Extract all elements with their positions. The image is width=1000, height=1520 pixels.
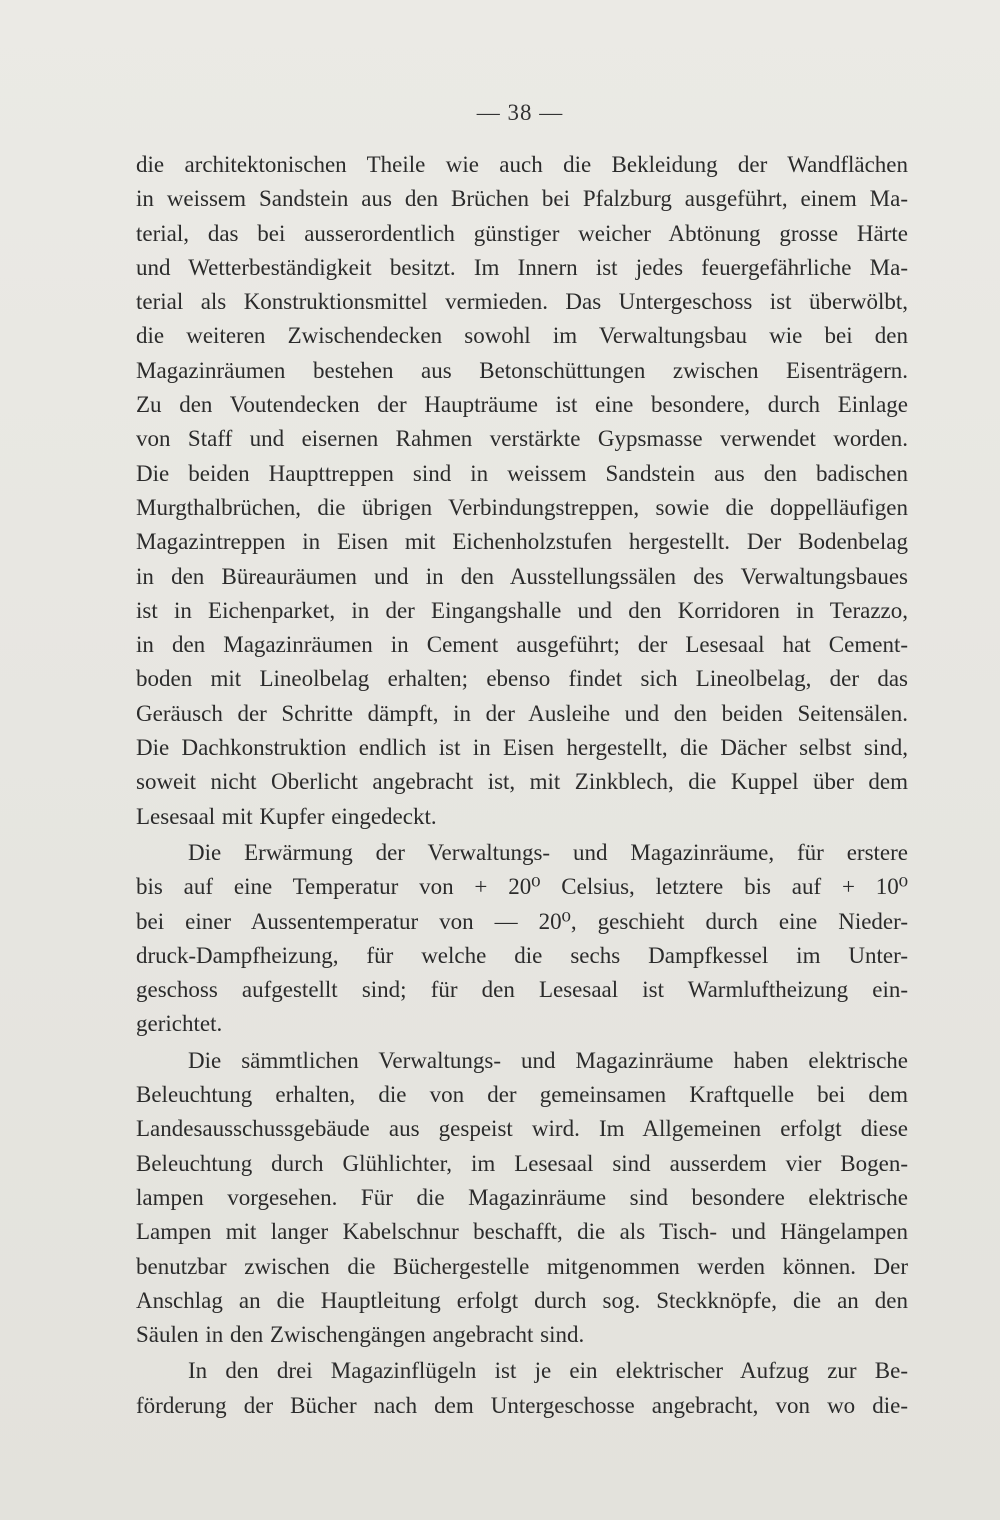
text-line: In den drei Magazinflügeln ist je ein elektrischer Aufzug zur Be- xyxy=(188,1358,908,1384)
text-line: und Wetterbeständigkeit besitzt. Im Innern ist jedes feuergefährliche Ma- xyxy=(136,254,908,280)
text-line: bis auf eine Temperatur von + 20⁰ Celsius, letztere bis auf + 10⁰ xyxy=(136,874,908,900)
text-line: Die Dachkonstruktion endlich ist in Eisen hergestellt, die Dächer selbst sind, xyxy=(136,735,908,761)
text-line: in weissem Sandstein aus den Brüchen bei Pfalzburg ausgeführt, einem Ma- xyxy=(136,186,908,212)
text-line: soweit nicht Oberlicht angebracht ist, mit Zinkblech, die Kuppel über dem xyxy=(136,769,908,795)
text-line: Lesesaal mit Kupfer eingedeckt. xyxy=(136,803,437,829)
text-line: ist in Eichenparket, in der Eingangshalle und den Korridoren in Terazzo, xyxy=(136,597,908,623)
paragraph xyxy=(136,1044,908,1353)
text-line: Säulen in den Zwischengängen angebracht sind. xyxy=(136,1322,585,1348)
text-line: bei einer Aussentemperatur von — 20⁰, geschieht durch eine Nieder- xyxy=(136,908,908,934)
paragraph xyxy=(136,148,908,834)
text-line: Murgthalbrüchen, die übrigen Verbindungstreppen, sowie die doppelläufigen xyxy=(136,494,908,520)
text-line: lampen vorgesehen. Für die Magazinräume sind besondere elektrische xyxy=(136,1184,908,1210)
text-line: Anschlag an die Hauptleitung erfolgt durch sog. Steckknöpfe, die an den xyxy=(136,1287,908,1313)
text-line: von Staff und eisernen Rahmen verstärkte Gypsmasse verwendet worden. xyxy=(136,426,908,452)
paragraph xyxy=(136,836,908,1042)
text-line: Die beiden Haupttreppen sind in weissem Sandstein aus den badischen xyxy=(136,460,908,486)
text-line: in den Büreauräumen und in den Ausstellungssälen des Verwaltungsbaues xyxy=(136,563,908,589)
page-number: — 38 — xyxy=(476,100,564,125)
text-line: Beleuchtung durch Glühlichter, im Lesesaal sind ausserdem vier Bogen- xyxy=(136,1150,908,1176)
text-line: Geräusch der Schritte dämpft, in der Ausleihe und den beiden Seitensälen. xyxy=(136,700,908,726)
text-line: Zu den Voutendecken der Haupträume ist eine besondere, durch Einlage xyxy=(136,392,908,418)
text-line: gerichtet. xyxy=(136,1011,223,1037)
page-text xyxy=(136,148,908,1423)
text-line: Beleuchtung erhalten, die von der gemeinsamen Kraftquelle bei dem xyxy=(136,1082,908,1108)
text-line: benutzbar zwischen die Büchergestelle mitgenommen werden können. Der xyxy=(136,1253,908,1279)
text-line: Die sämmtlichen Verwaltungs- und Magazinräume haben elektrische xyxy=(188,1047,908,1073)
text-line: terial als Konstruktionsmittel vermieden. Das Untergeschoss ist überwölbt, xyxy=(136,289,908,315)
text-line: Magazintreppen in Eisen mit Eichenholzstufen hergestellt. Der Bodenbelag xyxy=(136,529,908,555)
text-line: förderung der Bücher nach dem Untergeschosse angebracht, von wo die- xyxy=(136,1392,908,1418)
text-line: die weiteren Zwischendecken sowohl im Verwaltungsbau wie bei den xyxy=(136,323,908,349)
text-line: boden mit Lineolbelag erhalten; ebenso findet sich Lineolbelag, der das xyxy=(136,666,908,692)
text-line: terial, das bei ausserordentlich günstiger weicher Abtönung grosse Härte xyxy=(136,220,908,246)
text-line: geschoss aufgestellt sind; für den Lesesaal ist Warmluftheizung ein- xyxy=(136,977,908,1003)
text-line: druck-Dampfheizung, für welche die sechs Dampfkessel im Unter- xyxy=(136,942,908,968)
text-line: Lampen mit langer Kabelschnur beschafft, die als Tisch- und Hängelampen xyxy=(136,1219,908,1245)
paragraph xyxy=(136,1354,908,1423)
text-line: Magazinräumen bestehen aus Betonschüttungen zwischen Eisenträgern. xyxy=(136,357,908,383)
text-line: Die Erwärmung der Verwaltungs- und Magazinräume, für erstere xyxy=(188,839,908,865)
text-line: die architektonischen Theile wie auch die Bekleidung der Wandflächen xyxy=(136,152,908,177)
text-line: in den Magazinräumen in Cement ausgeführt; der Lesesaal hat Cement- xyxy=(136,632,908,658)
text-line: Landesausschussgebäude aus gespeist wird. Im Allgemeinen erfolgt diese xyxy=(136,1116,908,1142)
